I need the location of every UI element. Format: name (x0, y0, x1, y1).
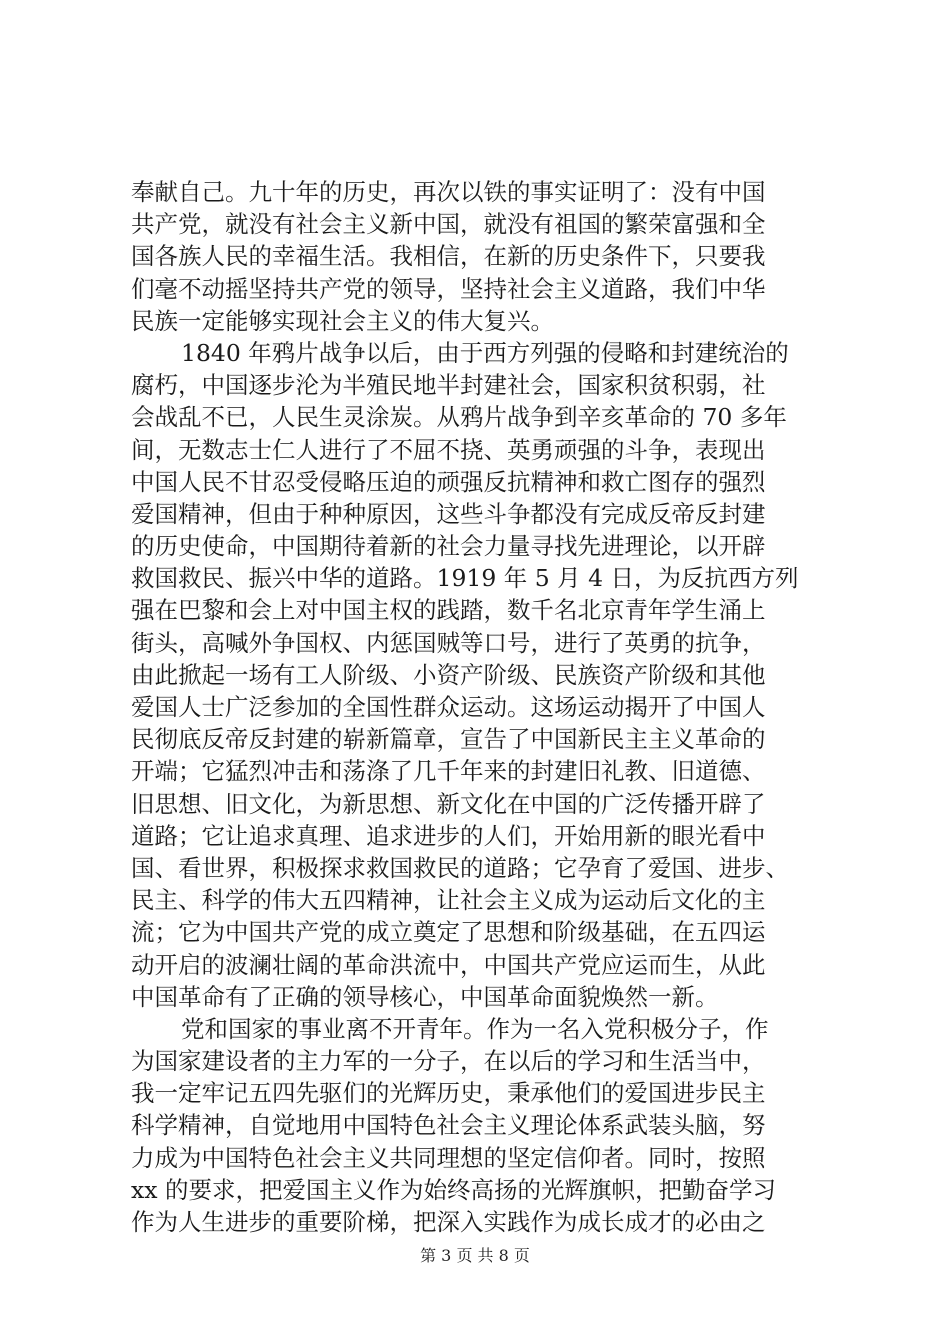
text-line: 流；它为中国共产党的成立奠定了思想和阶级基础，在五四运 (131, 918, 766, 947)
text-line: 中国人民不甘忍受侵略压迫的顽强反抗精神和救亡图存的强烈 (131, 467, 766, 496)
text-line: 为国家建设者的主力军的一分子，在以后的学习和生活当中， (131, 1047, 766, 1076)
text-line: 动开启的波澜壮阔的革命洪流中，中国共产党应运而生，从此 (131, 950, 766, 979)
text-line: 民彻底反帝反封建的崭新篇章，宣告了中国新民主主义革命的 (131, 725, 766, 754)
text-line: 国各族人民的幸福生活。我相信，在新的历史条件下，只要我 (131, 242, 766, 271)
text-line: 间，无数志士仁人进行了不屈不挠、英勇顽强的斗争，表现出 (131, 435, 766, 464)
text-line: 强在巴黎和会上对中国主权的践踏，数千名北京青年学生涌上 (131, 596, 766, 625)
text-line: 国、看世界，积极探求救国救民的道路；它孕育了爱国、进步、 (131, 853, 789, 882)
page-number-footer: 第 3 页 共 8 页 (420, 1246, 530, 1265)
text-line: 爱国精神，但由于种种原因，这些斗争都没有完成反帝反封建 (131, 499, 766, 528)
text-line: 民主、科学的伟大五四精神，让社会主义成为运动后文化的主 (131, 886, 766, 915)
text-line: 由此掀起一场有工人阶级、小资产阶级、民族资产阶级和其他 (131, 660, 766, 689)
text-line: 的历史使命，中国期待着新的社会力量寻找先进理论，以开辟 (131, 532, 766, 561)
text-line: 们毫不动摇坚持共产党的领导，坚持社会主义道路，我们中华 (131, 274, 766, 303)
text-line: 旧思想、旧文化，为新思想、新文化在中国的广泛传播开辟了 (131, 789, 766, 818)
text-line: 街头，高喊外争国权、内惩国贼等口号，进行了英勇的抗争， (131, 628, 766, 657)
text-line: 科学精神，自觉地用中国特色社会主义理论体系武装头脑，努 (131, 1111, 766, 1140)
text-line: 中国革命有了正确的领导核心，中国革命面貌焕然一新。 (131, 982, 719, 1011)
text-line: 力成为中国特色社会主义共同理想的坚定信仰者。同时，按照 (131, 1143, 766, 1172)
text-line: 共产党，就没有社会主义新中国，就没有祖国的繁荣富强和全 (131, 210, 766, 239)
text-line: xx 的要求，把爱国主义作为始终高扬的光辉旗帜，把勤奋学习 (131, 1175, 776, 1204)
text-line: 奉献自己。九十年的历史，再次以铁的事实证明了：没有中国 (131, 178, 766, 206)
body-text (131, 176, 831, 1238)
text-line: 爱国人士广泛参加的全国性群众运动。这场运动揭开了中国人 (131, 693, 766, 721)
text-line: 会战乱不已，人民生灵涂炭。从鸦片战争到辛亥革命的 70 多年 (131, 403, 787, 432)
text-line: 党和国家的事业离不开青年。作为一名入党积极分子，作 (181, 1014, 769, 1043)
text-line: 道路；它让追求真理、追求进步的人们，开始用新的眼光看中 (131, 821, 766, 850)
text-line: 1840 年鸦片战争以后，由于西方列强的侵略和封建统治的 (181, 338, 789, 367)
text-line: 开端；它猛烈冲击和荡涤了几千年来的封建旧礼教、旧道德、 (131, 757, 766, 786)
text-line: 作为人生进步的重要阶梯，把深入实践作为成长成才的必由之 (131, 1208, 766, 1236)
text-line: 民族一定能够实现社会主义的伟大复兴。 (131, 306, 554, 335)
text-line: 救国救民、振兴中华的道路。1919 年 5 月 4 日，为反抗西方列 (131, 564, 799, 593)
text-line: 腐朽，中国逐步沦为半殖民地半封建社会，国家积贫积弱，社 (131, 371, 766, 400)
text-line: 我一定牢记五四先驱们的光辉历史，秉承他们的爱国进步民主 (131, 1079, 766, 1108)
